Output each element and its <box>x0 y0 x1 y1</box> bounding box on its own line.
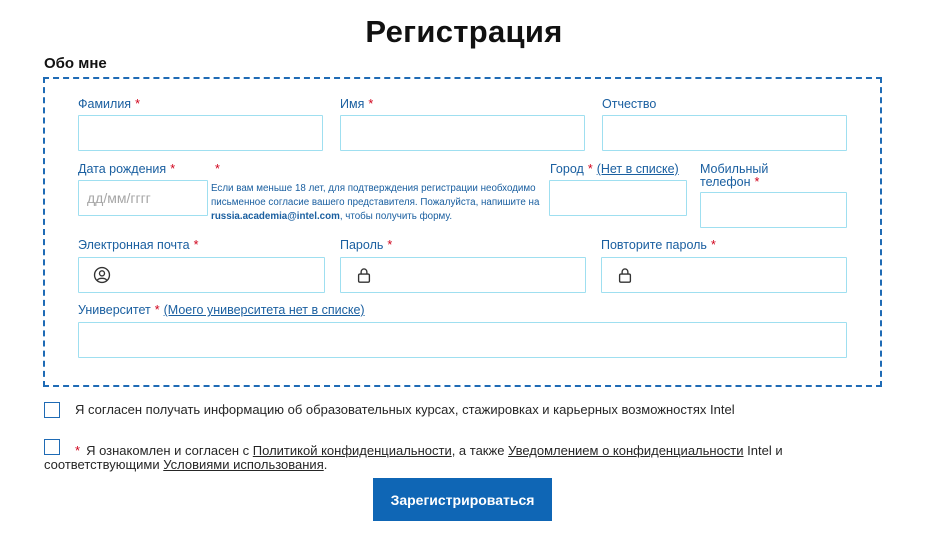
last-name-label: Фамилия * <box>78 97 140 111</box>
required-marker: * <box>754 175 760 189</box>
privacy-notice-link[interactable]: Уведомлением о конфиденциальности <box>508 443 744 458</box>
password-repeat-field[interactable] <box>601 257 847 293</box>
privacy-policy-link[interactable]: Политикой конфиденциальности <box>252 443 452 458</box>
page-title: Регистрация <box>365 14 563 49</box>
required-marker: * <box>587 162 593 176</box>
register-button[interactable]: Зарегистрироваться <box>373 478 552 521</box>
email-label: Электронная почта * <box>78 238 199 252</box>
mobile-label: Мобильный телефон * <box>700 162 769 189</box>
password-label: Пароль * <box>340 238 393 252</box>
city-label: Город * (Нет в списке) <box>550 162 679 176</box>
patronymic-input[interactable] <box>603 116 846 150</box>
patronymic-label: Отчество <box>602 97 657 111</box>
lock-icon <box>616 266 634 284</box>
last-name-input[interactable] <box>79 116 322 150</box>
mobile-input[interactable] <box>701 193 846 227</box>
email-input[interactable] <box>79 258 324 292</box>
marketing-consent-text: Я согласен получать информацию об образовательных курсах, стажировках и карьерных возможностях Intel <box>75 402 735 417</box>
birth-date-label: Дата рождения * <box>78 162 176 176</box>
notice-email: russia.academia@intel.com <box>211 211 340 222</box>
required-marker: * <box>135 97 140 111</box>
email-field[interactable] <box>78 257 325 293</box>
required-marker: * <box>368 97 374 111</box>
age-notice: Если вам меньше 18 лет, для подтверждения регистрации необходимо письменное согласие вашего представителя. Пожалуйста, напишите на russia.academia@intel.com, чтобы получить форму. <box>211 183 540 222</box>
last-name-field[interactable] <box>78 115 323 151</box>
first-name-field[interactable] <box>340 115 585 151</box>
password-input[interactable] <box>341 258 585 292</box>
lock-icon <box>355 266 373 284</box>
birth-date-input[interactable] <box>79 181 207 215</box>
user-circle-icon <box>93 266 111 284</box>
city-field[interactable] <box>549 180 687 216</box>
university-label: Университет * (Моего университета нет в списке) <box>78 303 365 317</box>
marketing-consent-checkbox[interactable] <box>44 402 60 418</box>
first-name-input[interactable] <box>341 116 584 150</box>
required-marker: * <box>170 162 176 176</box>
birth-date-field[interactable] <box>78 180 208 216</box>
university-not-listed-link[interactable]: (Моего университета нет в списке) <box>163 303 365 317</box>
mobile-field[interactable] <box>700 192 847 228</box>
patronymic-field[interactable] <box>602 115 847 151</box>
city-not-listed-link[interactable]: (Нет в списке) <box>596 162 679 176</box>
terms-of-use-link[interactable]: Условиями использования <box>163 457 324 472</box>
privacy-consent-text: * Я ознакомлен и согласен с Политикой конфиденциальности, а также Уведомлением о конфиденциальности Intel и соответствующими Условиями использования. <box>44 443 783 472</box>
required-marker: * <box>193 238 199 252</box>
city-input[interactable] <box>550 181 686 215</box>
password-repeat-label: Повторите пароль * <box>601 238 716 252</box>
password-repeat-input[interactable] <box>602 258 846 292</box>
required-marker: * <box>387 238 393 252</box>
university-field[interactable] <box>78 322 847 358</box>
university-input[interactable] <box>79 323 846 357</box>
section-label-about-me: Обо мне <box>44 55 107 72</box>
age-notice-required: * <box>215 162 220 176</box>
first-name-label: Имя * <box>340 97 374 111</box>
required-marker: * <box>710 238 716 252</box>
required-marker: * <box>75 443 81 458</box>
password-field[interactable] <box>340 257 586 293</box>
required-marker: * <box>154 303 160 317</box>
